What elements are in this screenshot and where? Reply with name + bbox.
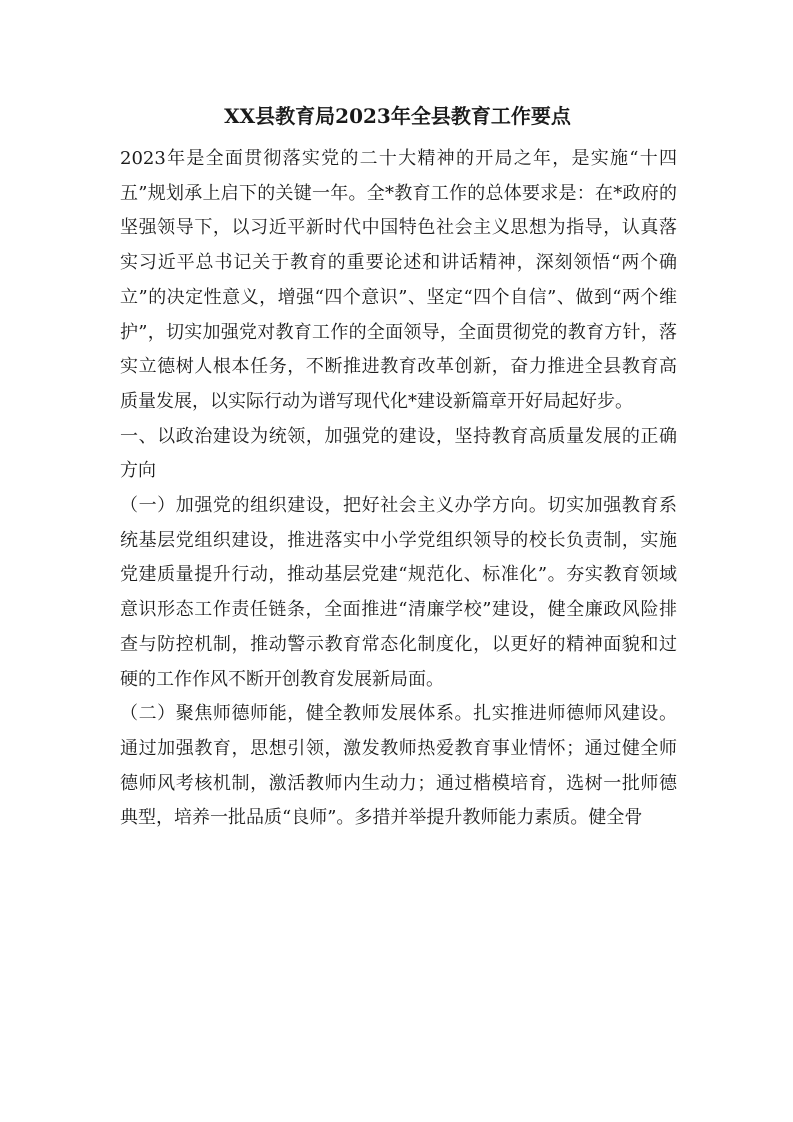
subsection-1-paragraph: （一）加强党的组织建设，把好社会主义办学方向。切实加强教育系统基层党组织建设，推进落实中小学党组织领导的校长负责制，实施党建质量提升行动，推动基层党建“规范化、标准化”。夯实教育领域意识形态工作责任链条，全面推进“清廉学校”建设，健全廉政风险排查与防控机制，推动警示教育常态化制度化，以更好的精神面貌和过硬的工作作风不断开创教育发展新局面。	[120, 495, 677, 690]
intro-paragraph: 2023年是全面贯彻落实党的二十大精神的开局之年，是实施“十四五”规划承上启下的关键一年。全*教育工作的总体要求是：在*政府的坚强领导下，以习近平新时代中国特色社会主义思想为指导，认真落实习近平总书记关于教育的重要论述和讲话精神，深刻领悟“两个确立”的决定性意义，增强“四个意识”、坚定“四个自信”、做到“两个维护”，切实加强党对教育工作的全面领导，全面贯彻党的教育方针，落实立德树人根本任务，不断推进教育改革创新，奋力推进全县教育高质量发展，以实际行动为谱写现代化*建设新篇章开好局起好步。	[120, 148, 677, 412]
document-title: XX县教育局2023年全县教育工作要点	[224, 104, 571, 128]
subsection-2-paragraph: （二）聚焦师德师能，健全教师发展体系。扎实推进师德师风建设。通过加强教育，思想引领，激发教师热爱教育事业情怀；通过健全师德师风考核机制，激活教师内生动力；通过楷模培育，选树一批师德典型，培养一批品质“良师”。多措并举提升教师能力素质。健全骨	[120, 703, 677, 829]
document-body	[120, 142, 677, 836]
section-heading-1: 一、以政治建设为统领，加强党的建设，坚持教育高质量发展的正确方向	[120, 425, 677, 482]
